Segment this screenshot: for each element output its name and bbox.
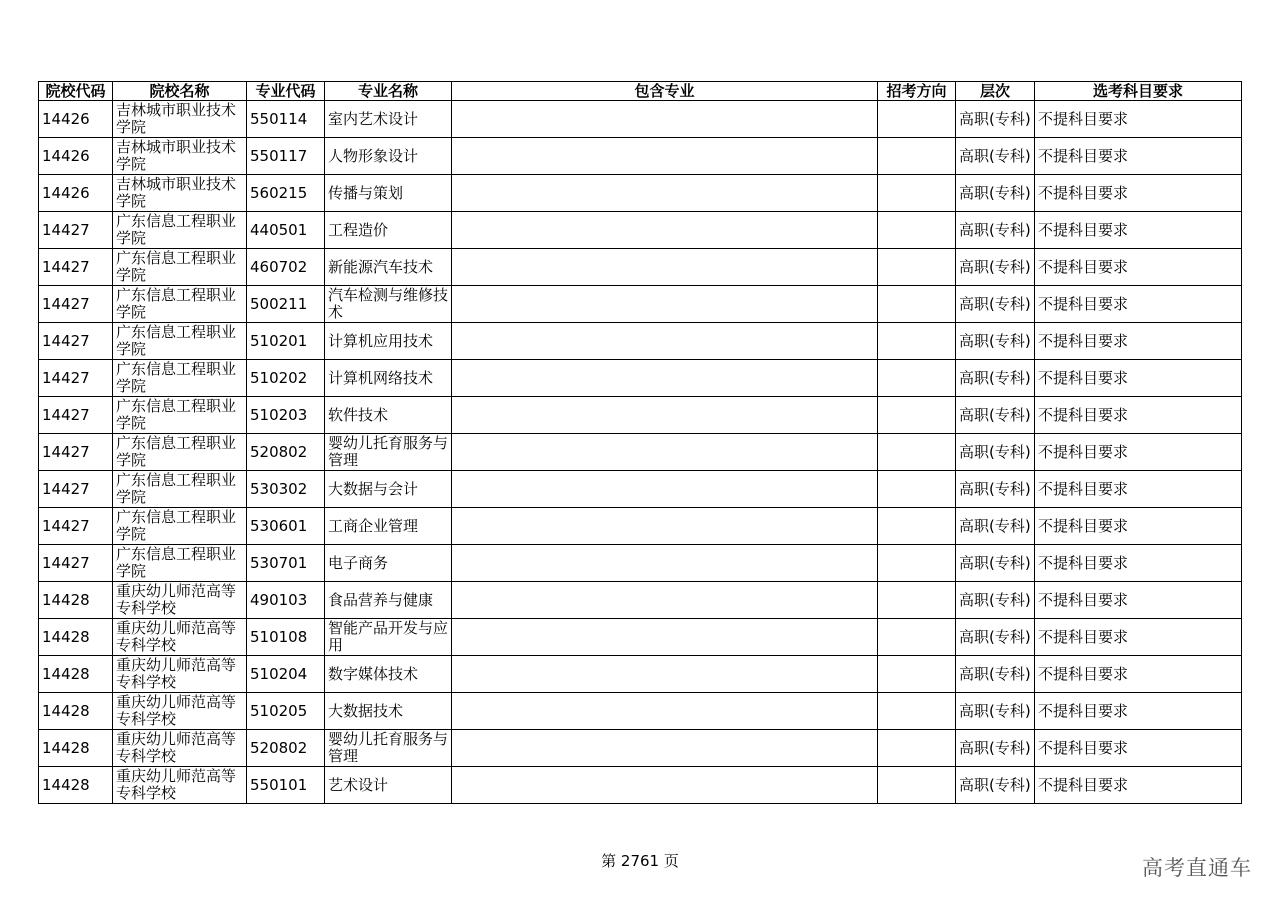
school-code-cell: 14428 (39, 730, 113, 767)
subject-requirement-cell: 不提科目要求 (1035, 360, 1242, 397)
direction-cell (878, 212, 956, 249)
school-code-cell: 14426 (39, 175, 113, 212)
school-name-cell: 重庆幼儿师范高等专科学校 (113, 656, 247, 693)
included-majors-cell (452, 471, 878, 508)
included-majors-cell (452, 286, 878, 323)
level-cell: 高职(专科) (956, 286, 1035, 323)
level-cell: 高职(专科) (956, 508, 1035, 545)
school-name-cell: 广东信息工程职业学院 (113, 286, 247, 323)
table-row (39, 767, 1242, 804)
major-name-cell: 大数据技术 (325, 693, 452, 730)
school-name-cell: 广东信息工程职业学院 (113, 249, 247, 286)
included-majors-cell (452, 360, 878, 397)
table-body (39, 101, 1242, 804)
major-code-cell: 510203 (247, 397, 325, 434)
school-name-cell: 广东信息工程职业学院 (113, 508, 247, 545)
major-code-cell: 460702 (247, 249, 325, 286)
included-majors-cell (452, 397, 878, 434)
school-name-cell: 广东信息工程职业学院 (113, 434, 247, 471)
level-cell: 高职(专科) (956, 101, 1035, 138)
table-row (39, 730, 1242, 767)
level-cell: 高职(专科) (956, 360, 1035, 397)
school-name-cell: 广东信息工程职业学院 (113, 545, 247, 582)
direction-cell (878, 360, 956, 397)
included-majors-cell (452, 619, 878, 656)
included-majors-cell (452, 138, 878, 175)
page-number: 第 2761 页 (601, 852, 679, 870)
school-name-cell: 重庆幼儿师范高等专科学校 (113, 730, 247, 767)
school-name-cell: 广东信息工程职业学院 (113, 397, 247, 434)
level-cell: 高职(专科) (956, 323, 1035, 360)
direction-cell (878, 730, 956, 767)
header-school-name: 院校名称 (113, 82, 247, 101)
school-name-cell: 重庆幼儿师范高等专科学校 (113, 582, 247, 619)
direction-cell (878, 508, 956, 545)
major-name-cell: 婴幼儿托育服务与管理 (325, 434, 452, 471)
subject-requirement-cell: 不提科目要求 (1035, 286, 1242, 323)
subject-requirement-cell: 不提科目要求 (1035, 138, 1242, 175)
included-majors-cell (452, 212, 878, 249)
direction-cell (878, 619, 956, 656)
table-row (39, 656, 1242, 693)
subject-requirement-cell: 不提科目要求 (1035, 249, 1242, 286)
school-name-cell: 吉林城市职业技术学院 (113, 101, 247, 138)
direction-cell (878, 175, 956, 212)
school-name-cell: 广东信息工程职业学院 (113, 212, 247, 249)
subject-requirement-cell: 不提科目要求 (1035, 693, 1242, 730)
header-level: 层次 (956, 82, 1035, 101)
included-majors-cell (452, 730, 878, 767)
table-row (39, 434, 1242, 471)
subject-requirement-cell: 不提科目要求 (1035, 619, 1242, 656)
table-row (39, 286, 1242, 323)
subject-requirement-cell: 不提科目要求 (1035, 323, 1242, 360)
subject-requirement-cell: 不提科目要求 (1035, 471, 1242, 508)
direction-cell (878, 286, 956, 323)
school-name-cell: 重庆幼儿师范高等专科学校 (113, 693, 247, 730)
header-major-name: 专业名称 (325, 82, 452, 101)
direction-cell (878, 656, 956, 693)
header-subject-requirement: 选考科目要求 (1035, 82, 1242, 101)
major-name-cell: 艺术设计 (325, 767, 452, 804)
table-row (39, 471, 1242, 508)
included-majors-cell (452, 545, 878, 582)
table-header-row (39, 82, 1242, 101)
major-name-cell: 人物形象设计 (325, 138, 452, 175)
school-name-cell: 广东信息工程职业学院 (113, 471, 247, 508)
school-code-cell: 14427 (39, 397, 113, 434)
major-name-cell: 电子商务 (325, 545, 452, 582)
school-code-cell: 14427 (39, 508, 113, 545)
watermark-text: 高考直通车 (1142, 856, 1252, 880)
major-name-cell: 室内艺术设计 (325, 101, 452, 138)
included-majors-cell (452, 693, 878, 730)
major-name-cell: 工商企业管理 (325, 508, 452, 545)
school-code-cell: 14427 (39, 434, 113, 471)
table-row (39, 693, 1242, 730)
direction-cell (878, 101, 956, 138)
major-code-cell: 550114 (247, 101, 325, 138)
major-code-cell: 500211 (247, 286, 325, 323)
included-majors-cell (452, 249, 878, 286)
major-code-cell: 520802 (247, 730, 325, 767)
subject-requirement-cell: 不提科目要求 (1035, 508, 1242, 545)
admissions-table (38, 81, 1242, 804)
level-cell: 高职(专科) (956, 471, 1035, 508)
direction-cell (878, 545, 956, 582)
direction-cell (878, 397, 956, 434)
major-code-cell: 510205 (247, 693, 325, 730)
table-row (39, 175, 1242, 212)
table-row (39, 212, 1242, 249)
level-cell: 高职(专科) (956, 249, 1035, 286)
school-code-cell: 14427 (39, 286, 113, 323)
subject-requirement-cell: 不提科目要求 (1035, 730, 1242, 767)
direction-cell (878, 582, 956, 619)
subject-requirement-cell: 不提科目要求 (1035, 434, 1242, 471)
included-majors-cell (452, 508, 878, 545)
subject-requirement-cell: 不提科目要求 (1035, 212, 1242, 249)
major-code-cell: 510201 (247, 323, 325, 360)
level-cell: 高职(专科) (956, 619, 1035, 656)
level-cell: 高职(专科) (956, 767, 1035, 804)
level-cell: 高职(专科) (956, 397, 1035, 434)
header-major-code: 专业代码 (247, 82, 325, 101)
level-cell: 高职(专科) (956, 730, 1035, 767)
major-code-cell: 530302 (247, 471, 325, 508)
major-name-cell: 大数据与会计 (325, 471, 452, 508)
school-name-cell: 广东信息工程职业学院 (113, 323, 247, 360)
header-school-code: 院校代码 (39, 82, 113, 101)
major-name-cell: 智能产品开发与应用 (325, 619, 452, 656)
major-name-cell: 工程造价 (325, 212, 452, 249)
major-code-cell: 530601 (247, 508, 325, 545)
header-included-majors: 包含专业 (452, 82, 878, 101)
major-code-cell: 520802 (247, 434, 325, 471)
major-name-cell: 婴幼儿托育服务与管理 (325, 730, 452, 767)
level-cell: 高职(专科) (956, 212, 1035, 249)
level-cell: 高职(专科) (956, 138, 1035, 175)
major-code-cell: 440501 (247, 212, 325, 249)
school-code-cell: 14427 (39, 360, 113, 397)
school-code-cell: 14426 (39, 101, 113, 138)
school-code-cell: 14428 (39, 767, 113, 804)
table-row (39, 138, 1242, 175)
included-majors-cell (452, 582, 878, 619)
direction-cell (878, 434, 956, 471)
direction-cell (878, 249, 956, 286)
subject-requirement-cell: 不提科目要求 (1035, 175, 1242, 212)
level-cell: 高职(专科) (956, 693, 1035, 730)
major-code-cell: 490103 (247, 582, 325, 619)
direction-cell (878, 767, 956, 804)
school-code-cell: 14426 (39, 138, 113, 175)
school-code-cell: 14427 (39, 545, 113, 582)
school-code-cell: 14428 (39, 656, 113, 693)
level-cell: 高职(专科) (956, 656, 1035, 693)
level-cell: 高职(专科) (956, 434, 1035, 471)
major-name-cell: 传播与策划 (325, 175, 452, 212)
major-name-cell: 计算机网络技术 (325, 360, 452, 397)
included-majors-cell (452, 323, 878, 360)
major-name-cell: 新能源汽车技术 (325, 249, 452, 286)
major-code-cell: 550101 (247, 767, 325, 804)
school-name-cell: 广东信息工程职业学院 (113, 360, 247, 397)
major-name-cell: 计算机应用技术 (325, 323, 452, 360)
school-code-cell: 14428 (39, 619, 113, 656)
major-code-cell: 510202 (247, 360, 325, 397)
subject-requirement-cell: 不提科目要求 (1035, 397, 1242, 434)
level-cell: 高职(专科) (956, 582, 1035, 619)
table-row (39, 508, 1242, 545)
school-name-cell: 重庆幼儿师范高等专科学校 (113, 767, 247, 804)
header-direction: 招考方向 (878, 82, 956, 101)
level-cell: 高职(专科) (956, 175, 1035, 212)
included-majors-cell (452, 101, 878, 138)
school-code-cell: 14427 (39, 249, 113, 286)
included-majors-cell (452, 656, 878, 693)
major-code-cell: 530701 (247, 545, 325, 582)
table-row (39, 101, 1242, 138)
major-code-cell: 550117 (247, 138, 325, 175)
major-name-cell: 数字媒体技术 (325, 656, 452, 693)
table-row (39, 249, 1242, 286)
included-majors-cell (452, 434, 878, 471)
school-name-cell: 吉林城市职业技术学院 (113, 175, 247, 212)
table-row (39, 582, 1242, 619)
direction-cell (878, 138, 956, 175)
subject-requirement-cell: 不提科目要求 (1035, 767, 1242, 804)
subject-requirement-cell: 不提科目要求 (1035, 582, 1242, 619)
school-code-cell: 14427 (39, 212, 113, 249)
school-code-cell: 14428 (39, 693, 113, 730)
included-majors-cell (452, 767, 878, 804)
major-name-cell: 软件技术 (325, 397, 452, 434)
subject-requirement-cell: 不提科目要求 (1035, 101, 1242, 138)
major-name-cell: 汽车检测与维修技术 (325, 286, 452, 323)
school-code-cell: 14427 (39, 471, 113, 508)
school-name-cell: 重庆幼儿师范高等专科学校 (113, 619, 247, 656)
school-code-cell: 14427 (39, 323, 113, 360)
school-code-cell: 14428 (39, 582, 113, 619)
table-row (39, 323, 1242, 360)
direction-cell (878, 323, 956, 360)
school-name-cell: 吉林城市职业技术学院 (113, 138, 247, 175)
major-name-cell: 食品营养与健康 (325, 582, 452, 619)
included-majors-cell (452, 175, 878, 212)
subject-requirement-cell: 不提科目要求 (1035, 656, 1242, 693)
major-code-cell: 510108 (247, 619, 325, 656)
major-code-cell: 560215 (247, 175, 325, 212)
table-row (39, 619, 1242, 656)
direction-cell (878, 693, 956, 730)
direction-cell (878, 471, 956, 508)
table-row (39, 545, 1242, 582)
table-row (39, 397, 1242, 434)
major-code-cell: 510204 (247, 656, 325, 693)
subject-requirement-cell: 不提科目要求 (1035, 545, 1242, 582)
level-cell: 高职(专科) (956, 545, 1035, 582)
table-row (39, 360, 1242, 397)
